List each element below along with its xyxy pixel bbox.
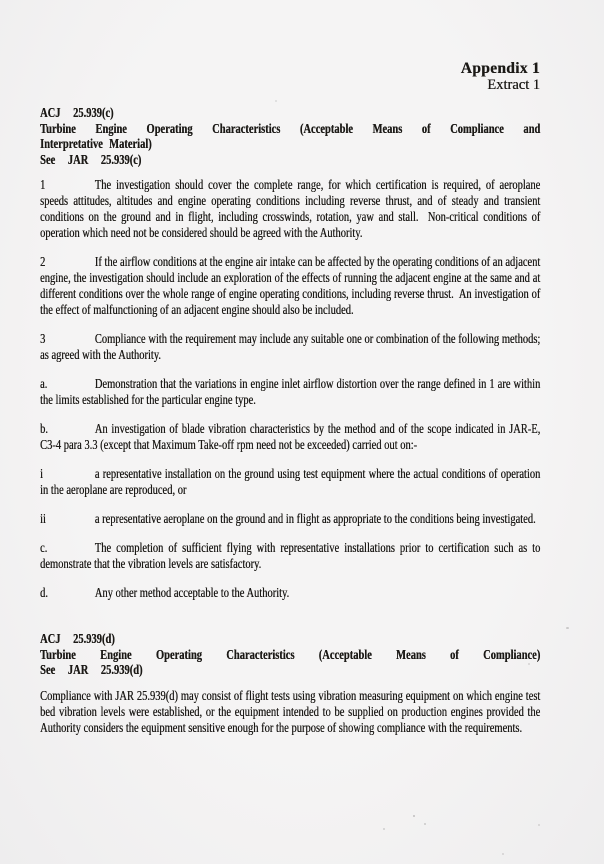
paragraph-ii <box>40 512 540 528</box>
paragraph-text: An investigation of blade vibration characteristics by the method and of the scope indicated in JAR-E, C3-4 para 3.3 (except that Maximum Take-off rpm need not be exceeded) carried out on:- <box>40 422 543 453</box>
heading-line: Interpretative Material) <box>40 137 152 152</box>
paragraph-label: i <box>40 467 43 482</box>
paragraph-text: Compliance with the requirement may include any suitable one or combination of the following methods; as agreed with the Authority. <box>40 332 543 363</box>
scan-speck <box>383 828 385 830</box>
scan-speck <box>275 100 277 102</box>
paragraph-text: The investigation should cover the complete range, for which certification is required, of aeroplane speeds attitudes, altitudes and engine operating conditions including reverse thrust, and of steady and transient conditions on the ground and in flight, including crosswinds, rotation, yaw and stall. Non-critical conditions of operation which need not be considered should be agreed with the Authority. <box>40 178 543 241</box>
paragraph-c <box>40 541 543 573</box>
paragraph-i <box>40 467 543 499</box>
paragraph-label: 3 <box>40 332 46 347</box>
paragraph-label: c. <box>40 541 48 556</box>
paragraph-label: ii <box>40 512 46 527</box>
paragraph-2 <box>40 255 543 319</box>
section-heading-acj-25939d <box>40 632 540 679</box>
paragraph-1 <box>40 178 543 242</box>
scan-speck <box>413 815 415 817</box>
extract-label: Extract 1 <box>487 77 540 93</box>
heading-line: ACJ 25.939(d) <box>40 632 115 647</box>
scan-speck <box>538 824 540 826</box>
paragraph-a <box>40 377 543 409</box>
page-header <box>40 60 540 93</box>
section-heading-acj-25939c <box>40 106 540 168</box>
paragraph-text: a representative aeroplane on the ground and in flight as appropriate to the conditions being investigated. <box>94 512 536 527</box>
paragraph-text: Any other method acceptable to the Authority. <box>94 586 290 601</box>
paragraph-label: 1 <box>40 178 46 193</box>
heading-line: Turbine Engine Operating Characteristics (Acceptable Means of Compliance and <box>40 121 541 137</box>
paragraph-3 <box>40 332 543 364</box>
paragraph-text: The completion of sufficient flying with representative installations prior to certification such as to demonstrate that the vibration levels are satisfactory. <box>40 541 543 572</box>
heading-line: ACJ 25.939(c) <box>40 106 114 121</box>
paragraph-label: b. <box>40 422 48 437</box>
document-content <box>40 60 543 737</box>
heading-line: Turbine Engine Operating Characteristics (Acceptable Means of Compliance) <box>40 647 541 663</box>
paragraph-label: d. <box>40 586 48 601</box>
scan-speck <box>502 853 504 855</box>
paragraph-label: 2 <box>40 255 46 270</box>
paragraph-text: Demonstration that the variations in engine inlet airflow distortion over the range defined in 1 are within the limits established for the particular engine type. <box>40 377 543 408</box>
paragraph-compliance-d <box>40 688 543 737</box>
heading-line: See JAR 25.939(c) <box>40 152 142 168</box>
paragraph-text: a representative installation on the ground using test equipment where the actual conditions of operation in the aeroplane are reproduced, or <box>40 467 543 498</box>
scan-speck <box>424 823 426 825</box>
scan-speck <box>528 663 530 665</box>
heading-line: See JAR 25.939(d) <box>40 663 143 678</box>
paragraph-b <box>40 422 543 454</box>
paragraph-d <box>40 586 540 602</box>
scan-speck <box>566 627 569 629</box>
paragraph-text: If the airflow conditions at the engine air intake can be affected by the operating conditions of an adjacent engine, the investigation should include an exploration of the effects of running the adjacent engine at the same and at different conditions over the whole range of engine operating conditions, including reverse thrust. An investigation of the effect of malfunctioning of an adjacent engine should also be included. <box>40 255 543 318</box>
paragraph-text: Compliance with JAR 25.939(d) may consist of flight tests using vibration measuring equipment on which engine test bed vibration levels were established, or the equipment intended to be supplied on production engines provided the Authority considers the equipment sensitive enough for the purpose of showing compliance with the requirements. <box>40 688 543 736</box>
paragraph-label: a. <box>40 377 48 392</box>
appendix-label: Appendix 1 <box>460 60 540 77</box>
